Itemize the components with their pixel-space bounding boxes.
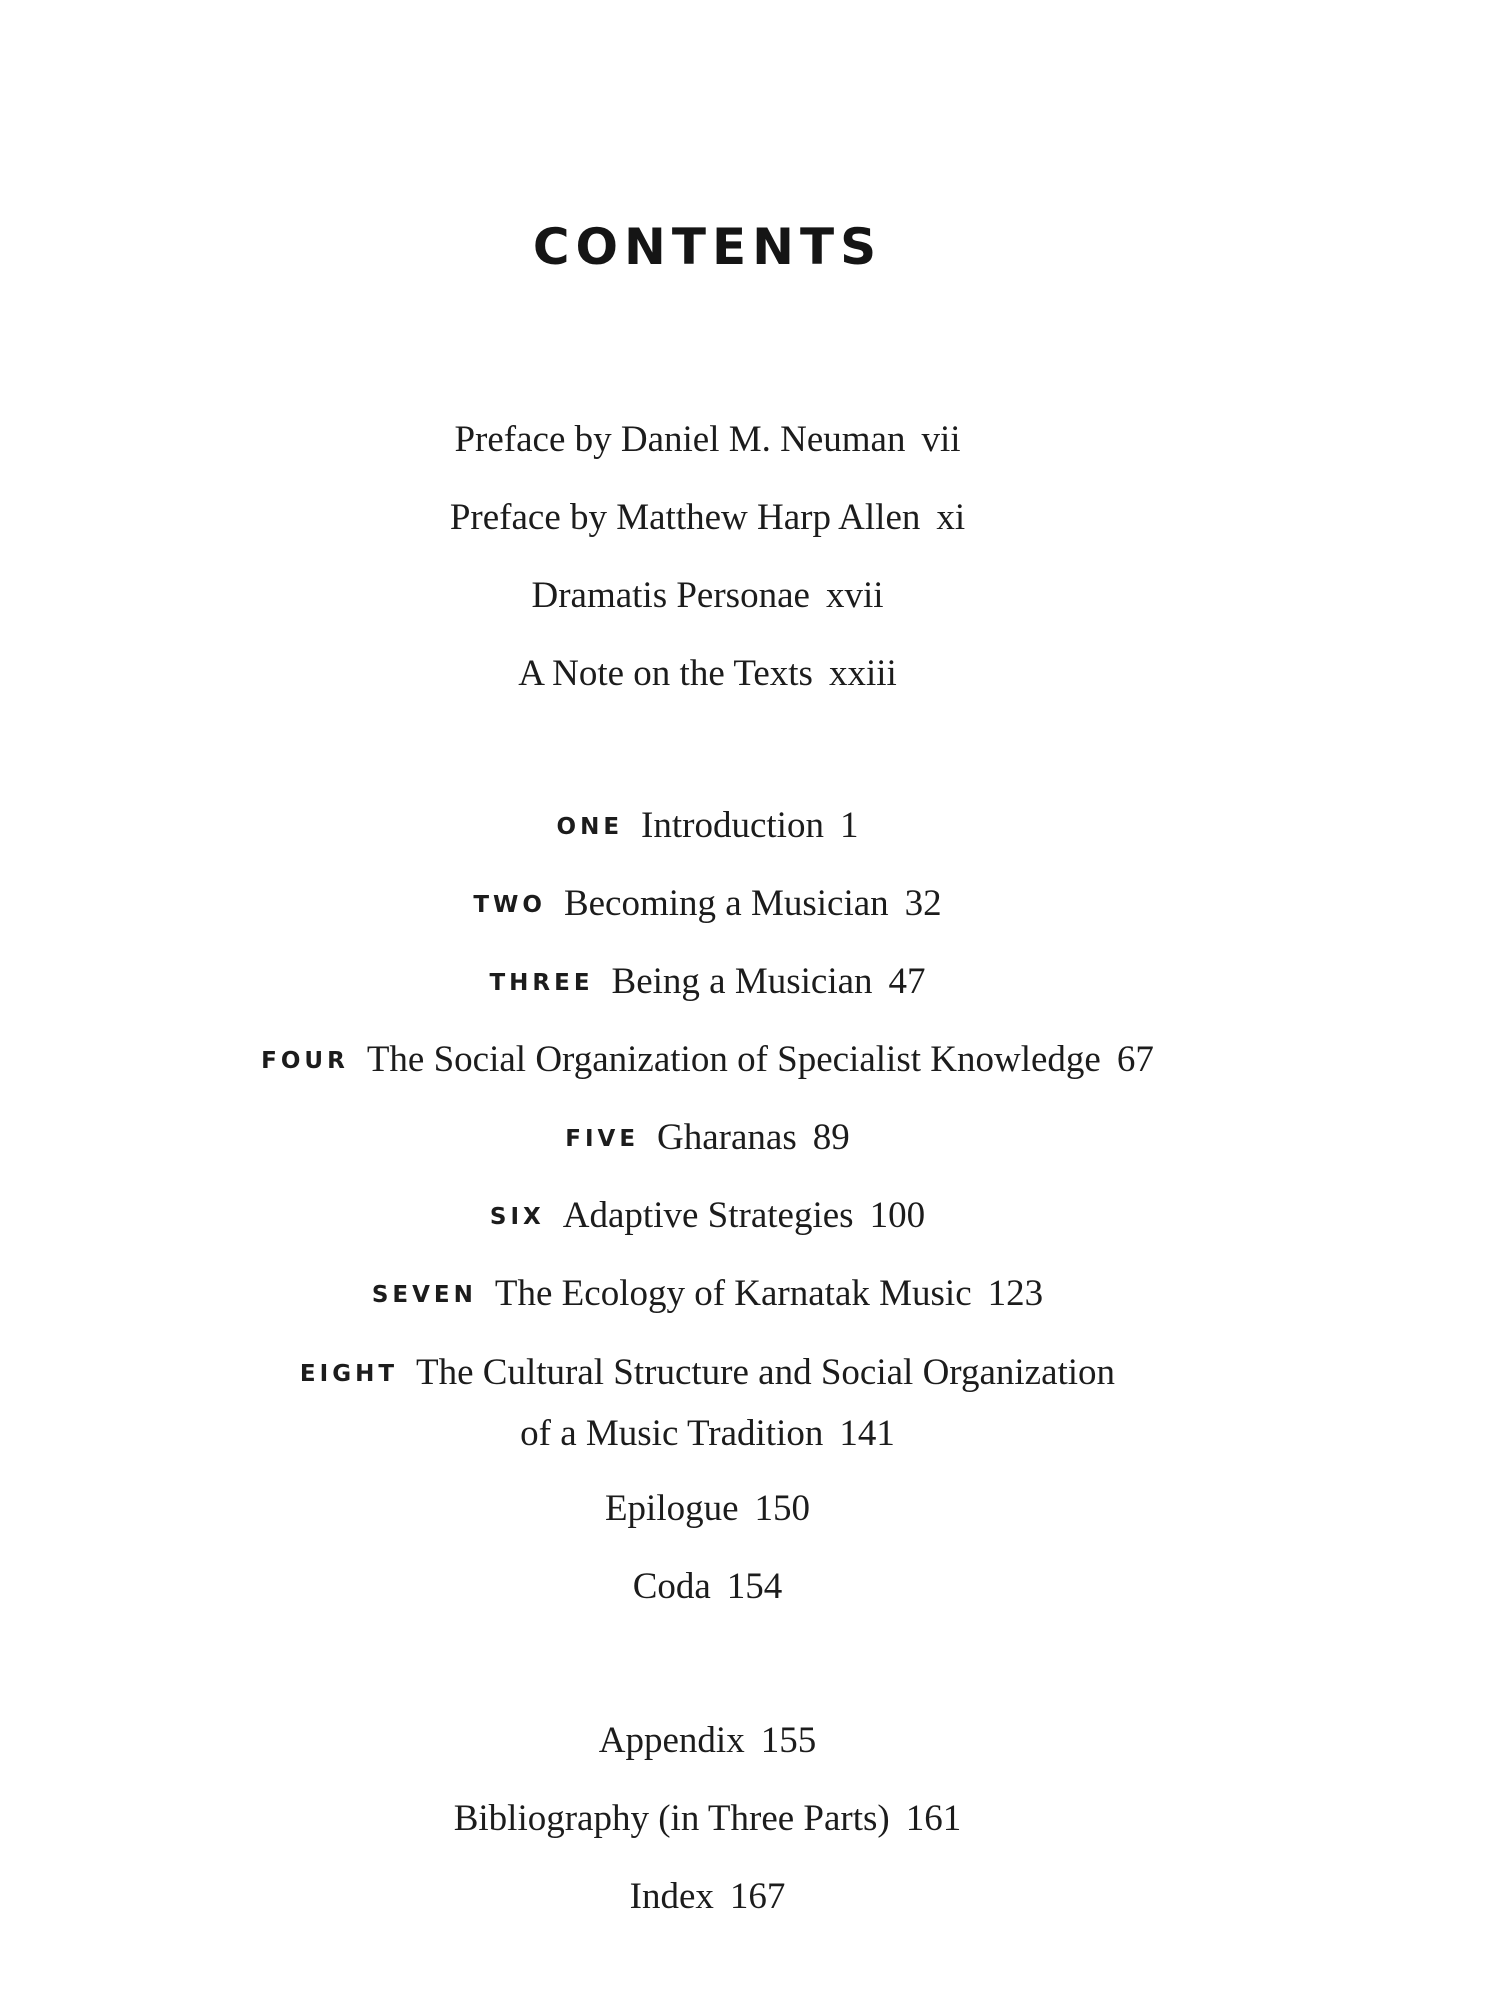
entry-page-number: xi	[936, 497, 966, 538]
entry-page-number: 47	[888, 961, 926, 1002]
entry-page-number: 141	[839, 1413, 895, 1454]
front-matter-list	[0, 401, 1415, 713]
entry-page-number: 100	[869, 1195, 926, 1236]
entry-title: The Cultural Structure and Social Organization	[416, 1352, 1116, 1393]
entry-title: A Note on the Texts	[518, 653, 813, 694]
entry-title: Being a Musician	[611, 961, 873, 1002]
entry-title: Preface by Matthew Harp Allen	[449, 497, 921, 538]
toc-entry-appendix	[0, 1702, 1415, 1780]
toc-entry-chapter-two	[0, 865, 1415, 943]
entry-title: Epilogue	[604, 1488, 739, 1529]
toc-entry-chapter-six	[0, 1177, 1415, 1255]
chapter-number: FIVE	[565, 1126, 640, 1152]
entry-title: Adaptive Strategies	[562, 1195, 854, 1236]
toc-entry-chapter-seven	[0, 1255, 1415, 1333]
entry-title: Dramatis Personae	[531, 575, 810, 616]
chapter-number: TWO	[473, 892, 546, 918]
entry-title: Gharanas	[657, 1117, 797, 1158]
entry-page-number: 155	[760, 1720, 817, 1761]
chapters-list	[0, 787, 1415, 1626]
entry-page-number: 161	[905, 1798, 962, 1839]
chapter-number: SIX	[489, 1204, 545, 1230]
entry-page-number: 67	[1116, 1039, 1154, 1080]
toc-entry-chapter-five	[0, 1099, 1415, 1177]
entry-page-number: 1	[839, 805, 859, 846]
entry-title: The Ecology of Karnatak Music	[494, 1273, 972, 1314]
entry-title: Introduction	[641, 805, 824, 846]
toc-entry-chapter-four	[0, 1021, 1415, 1099]
entry-page-number: vii	[921, 419, 961, 460]
entry-page-number: xvii	[825, 575, 884, 616]
toc-entry-preface-neuman	[0, 401, 1415, 479]
entry-page-number: 32	[904, 883, 942, 924]
chapter-number: THREE	[489, 970, 594, 996]
chapter-number: SEVEN	[371, 1282, 477, 1308]
toc-entry-bibliography	[0, 1780, 1415, 1858]
toc-entry-preface-allen	[0, 479, 1415, 557]
entry-page-number: 150	[754, 1488, 811, 1529]
entry-title: Bibliography (in Three Parts)	[453, 1798, 890, 1839]
back-matter-list	[0, 1702, 1415, 1936]
entry-title: Index	[629, 1876, 714, 1917]
chapter-number: EIGHT	[299, 1361, 399, 1387]
chapter-number: ONE	[556, 814, 624, 840]
entry-page-number: 89	[812, 1117, 850, 1158]
toc-entry-chapter-one	[0, 787, 1415, 865]
toc-entry-coda	[0, 1548, 1415, 1626]
page-title: CONTENTS	[532, 218, 883, 276]
entry-page-number: 154	[726, 1566, 783, 1607]
entry-page-number: 123	[987, 1273, 1044, 1314]
toc-entry-dramatis-personae	[0, 557, 1415, 635]
entry-title: The Social Organization of Specialist Knowledge	[366, 1039, 1101, 1080]
toc-entry-chapter-three	[0, 943, 1415, 1021]
entry-title-continuation	[0, 1404, 1415, 1463]
entry-title: Appendix	[598, 1720, 745, 1761]
entry-page-number: 167	[729, 1876, 786, 1917]
entry-title: Becoming a Musician	[563, 883, 889, 924]
toc-entry-index	[0, 1858, 1415, 1936]
entry-page-number: xxiii	[828, 653, 897, 694]
entry-title: Coda	[632, 1566, 711, 1607]
toc-entry-note-on-texts	[0, 635, 1415, 713]
entry-title-line2: of a Music Tradition	[520, 1413, 824, 1454]
chapter-number: FOUR	[261, 1048, 349, 1074]
toc-entry-chapter-eight	[0, 1333, 1415, 1470]
toc-entry-epilogue	[0, 1470, 1415, 1548]
entry-title: Preface by Daniel M. Neuman	[454, 419, 906, 460]
